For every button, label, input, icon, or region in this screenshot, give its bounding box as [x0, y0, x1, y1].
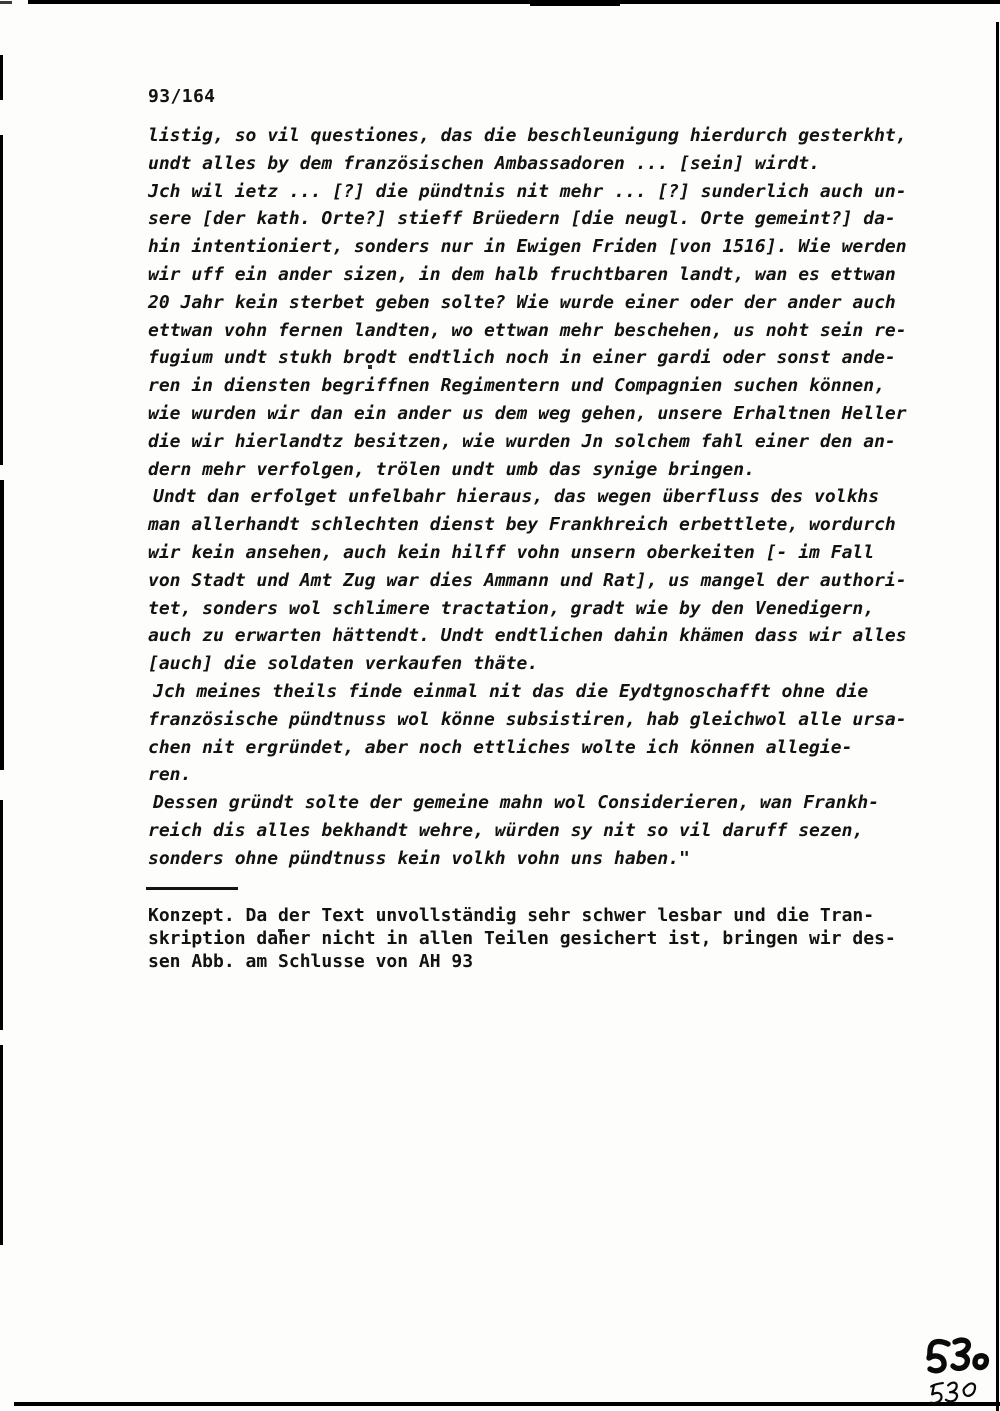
handwritten-530-bold: [929, 1340, 986, 1371]
footnote-line: skription daher nicht in allen Teilen gesichert ist, bringen wir des-: [148, 928, 896, 950]
scan-edge-top-dash: [0, 1, 12, 4]
transcription-line: [auch] die soldaten verkaufen thäte.: [148, 653, 539, 675]
scan-edge-bottom: [14, 1402, 1000, 1406]
handwritten-530-thin: [929, 1379, 976, 1404]
transcription-line: listig, so vil questiones, das die beschleunigung hierdurch gesterkht,: [148, 125, 907, 146]
scan-edge-left-2: [0, 135, 3, 465]
transcription-line: ren.: [148, 764, 192, 786]
transcription-line: französische pündtnuss wol könne subsistiren, hab gleichwol alle ursa-: [148, 708, 907, 730]
footnote-separator-rule: [146, 887, 238, 890]
scan-edge-right: [996, 22, 999, 1411]
transcription-line: fugium undt stukh brodt endtlich noch in einer gardi oder sonst ande-: [148, 347, 896, 369]
scan-edge-top-blob: [530, 0, 620, 6]
transcription-line: undt alles by dem französischen Ambassadoren ... [sein] wirdt.: [148, 152, 820, 174]
page-number: 93/164: [148, 86, 216, 107]
transcription-line: Jch wil ietz ... [?] die pündtnis nit mehr ... [?] sunderlich auch un-: [148, 180, 907, 202]
transcription-line: auch zu erwarten hättendt. Undt endtlichen dahin khämen dass wir alles: [148, 625, 907, 647]
scan-edge-left-3: [0, 480, 4, 770]
transcription-line: wir uff ein ander sizen, in dem halb fruchtbaren landt, wan es ettwan: [148, 263, 896, 285]
footnote-text: [148, 904, 948, 974]
footnote-line: sen Abb. am Schlusse von AH 93: [148, 951, 474, 973]
transcription-line: ettwan vohn fernen landten, wo ettwan mehr beschehen, us noht sein re-: [148, 319, 907, 341]
transcription-line: man allerhandt schlechten dienst bey Frankhreich erbettlete, wordurch: [148, 514, 896, 536]
transcription-line: hin intentioniert, sonders nur in Ewigen Friden [von 1516]. Wie werden: [148, 236, 907, 258]
transcription-line: sere [der kath. Orte?] stieff Brüedern [die neugl. Orte gemeint?] da-: [148, 208, 896, 230]
scan-edge-left-1: [0, 55, 3, 100]
footnote-line: Konzept. Da der Text unvollständig sehr schwer lesbar und die Tran-: [148, 905, 875, 926]
scan-edge-left-4: [0, 800, 3, 1030]
scan-edge-left-5: [0, 1045, 3, 1245]
transcription-body: [148, 122, 948, 873]
transcription-line: 20 Jahr kein sterbet geben solte? Wie wurde einer oder der ander auch: [148, 291, 896, 313]
transcription-line: ren in diensten begriffnen Regimentern und Compagnien suchen können,: [148, 375, 885, 397]
handwritten-530-drawing: [922, 1332, 996, 1406]
transcription-line: die wir hierlandtz besitzen, wie wurden Jn solchem fahl einer den an-: [148, 430, 896, 452]
transcription-line: tet, sonders wol schlimere tractation, gradt wie by den Venedigern,: [148, 597, 875, 619]
transcription-line: Undt dan erfolget unfelbahr hieraus, das wegen überfluss des volkhs: [153, 486, 880, 508]
transcription-line: dern mehr verfolgen, trölen undt umb das synige bringen.: [148, 458, 755, 480]
transcription-line: reich dis alles bekhandt wehre, würden sy nit so vil daruff sezen,: [148, 819, 864, 841]
transcription-line: Dessen gründt solte der gemeine mahn wol Considerieren, wan Frankh-: [153, 792, 880, 814]
transcription-line: sonders ohne pündtnuss kein volkh vohn uns haben.": [148, 847, 690, 869]
transcription-line: chen nit ergründet, aber noch ettliches wolte ich können allegie-: [148, 736, 853, 758]
handwritten-archive-number: [922, 1332, 996, 1406]
transcription-line: wir kein ansehen, auch kein hilff vohn unsern oberkeiten [- im Fall: [148, 541, 875, 563]
scan-edge-top: [28, 0, 1000, 4]
transcription-line: von Stadt und Amt Zug war dies Ammann und Rat], us mangel der authori-: [148, 569, 907, 591]
transcription-line: Jch meines theils finde einmal nit das die Eydtgnoschafft ohne die: [153, 680, 869, 702]
transcription-line: wie wurden wir dan ein ander us dem weg gehen, unsere Erhaltnen Heller: [148, 402, 907, 424]
